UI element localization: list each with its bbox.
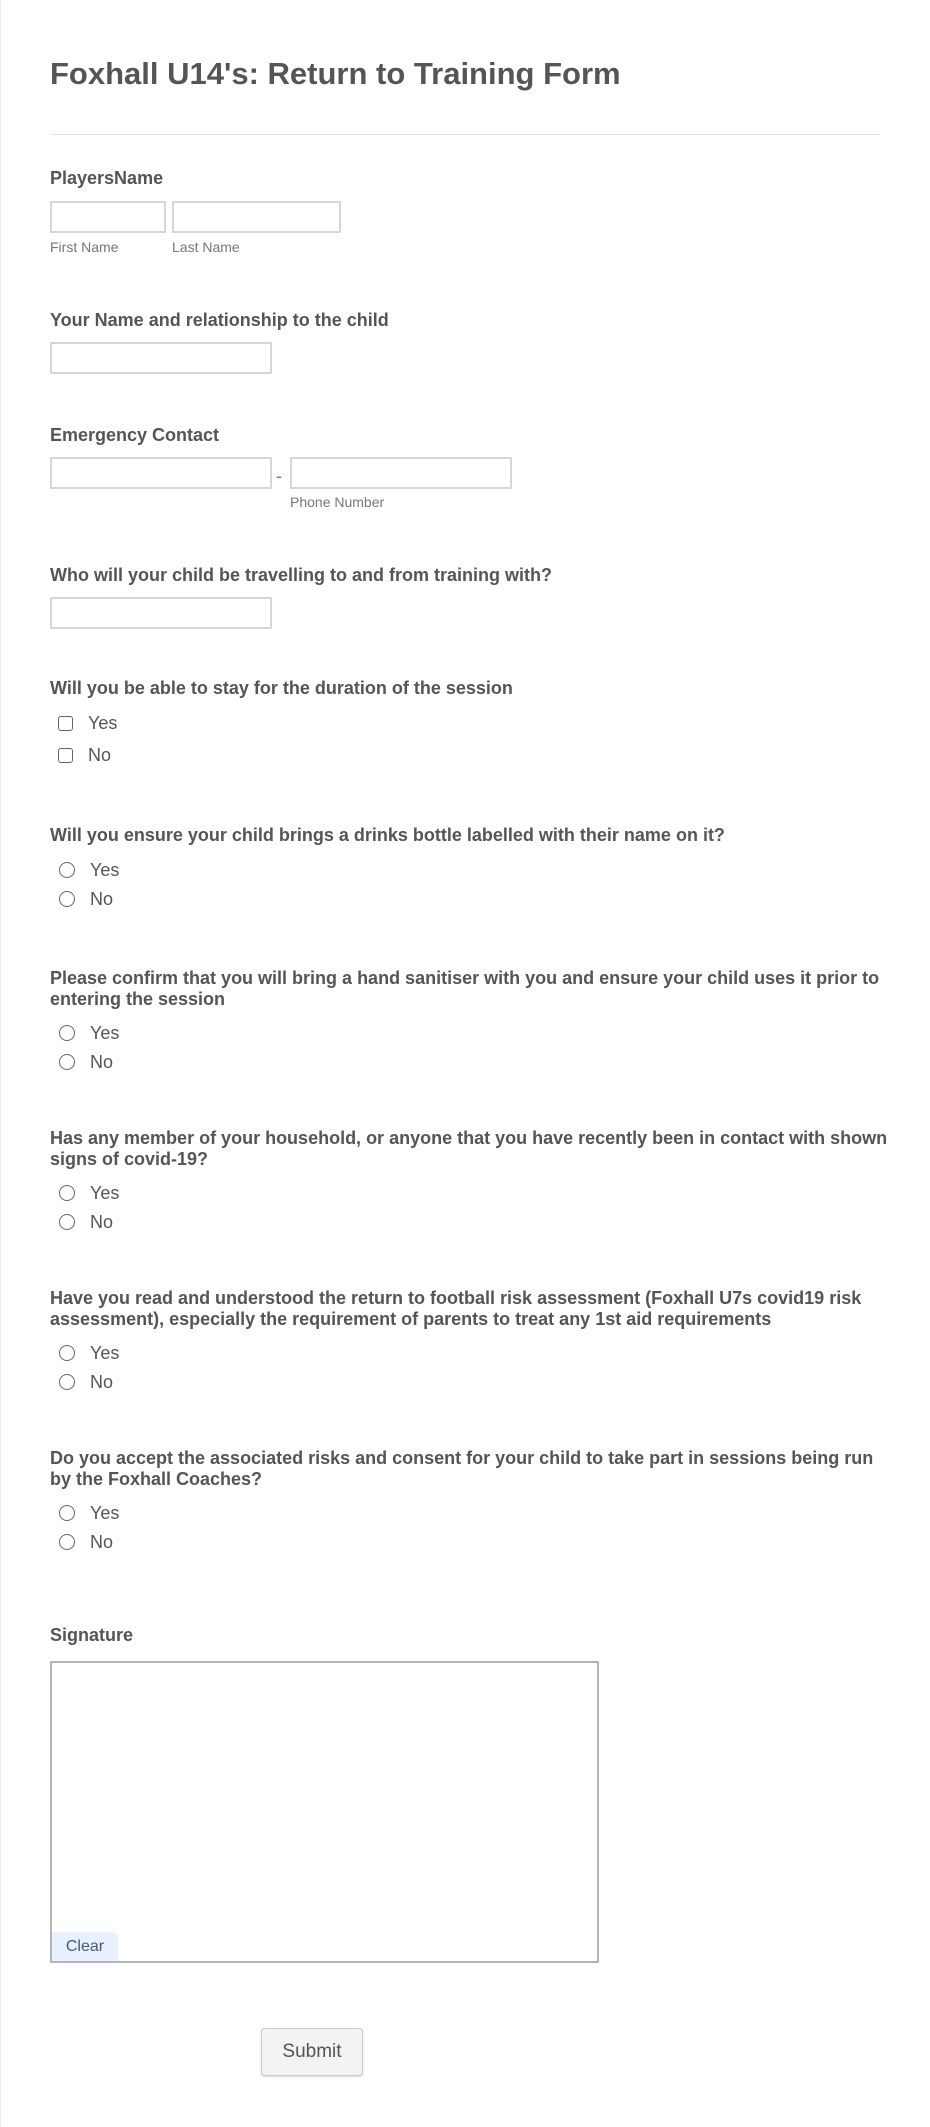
- drinks-bottle-label: Will you ensure your child brings a drinks bottle labelled with their name on it?: [50, 825, 725, 845]
- option-label: No: [90, 1532, 114, 1552]
- covid-symptoms-label: Has any member of your household, or anyone that you have recently been in contact with shown signs of covid-19?: [50, 1128, 888, 1169]
- option-label: Yes: [88, 713, 118, 733]
- guardian-label: Your Name and relationship to the child: [50, 310, 389, 330]
- page-title: Foxhall U14's: Return to Training Form: [50, 56, 621, 91]
- option-label: Yes: [90, 1183, 120, 1203]
- risk-assessment-option-no[interactable]: [56, 1371, 113, 1393]
- last-name-sublabel: Last Name: [172, 239, 240, 255]
- guardian-input[interactable]: [50, 342, 272, 374]
- covid-symptoms-option-yes[interactable]: [56, 1182, 119, 1204]
- hand-sanitiser-option-yes[interactable]: [56, 1022, 119, 1044]
- radio-icon[interactable]: [59, 862, 75, 878]
- covid-symptoms-option-no[interactable]: [56, 1211, 113, 1233]
- travel-label: Who will your child be travelling to and from training with?: [50, 565, 553, 585]
- signature-label: Signature: [50, 1625, 134, 1645]
- option-label: No: [88, 745, 112, 765]
- option-label: Yes: [90, 860, 120, 880]
- travel-input[interactable]: [50, 597, 272, 629]
- clear-signature-button[interactable]: Clear: [52, 1932, 118, 1961]
- radio-icon[interactable]: [59, 1185, 75, 1201]
- option-label: No: [90, 1212, 114, 1232]
- option-label: No: [90, 889, 114, 909]
- radio-icon[interactable]: [59, 1054, 75, 1070]
- radio-icon[interactable]: [59, 1214, 75, 1230]
- hand-sanitiser-label: Please confirm that you will bring a hand sanitiser with you and ensure your child uses it prior to entering the session: [50, 968, 880, 1009]
- first-name-sublabel: First Name: [50, 239, 119, 255]
- first-name-input[interactable]: [50, 201, 166, 233]
- last-name-input[interactable]: [172, 201, 341, 233]
- radio-icon[interactable]: [59, 1505, 75, 1521]
- option-label: No: [90, 1372, 114, 1392]
- risk-assessment-option-yes[interactable]: [56, 1342, 119, 1364]
- hand-sanitiser-option-no[interactable]: [56, 1051, 113, 1073]
- emergency-contact-name-input[interactable]: [50, 457, 272, 489]
- emergency-phone-input[interactable]: [290, 457, 512, 489]
- phone-separator: -: [276, 466, 282, 486]
- emergency-contact-label: Emergency Contact: [50, 425, 220, 445]
- header-divider: [50, 134, 880, 135]
- option-label: No: [90, 1052, 114, 1072]
- drinks-bottle-option-no[interactable]: [56, 888, 113, 910]
- stay-duration-option-yes[interactable]: [56, 712, 117, 734]
- stay-duration-label: Will you be able to stay for the duration of the session: [50, 678, 513, 698]
- phone-number-sublabel: Phone Number: [290, 494, 385, 510]
- consent-label: Do you accept the associated risks and consent for your child to take part in sessions being run by the Foxhall Coaches?: [50, 1448, 874, 1489]
- consent-option-no[interactable]: [56, 1531, 113, 1553]
- option-label: Yes: [90, 1503, 120, 1523]
- checkbox-icon[interactable]: [58, 716, 73, 731]
- checkbox-icon[interactable]: [58, 748, 73, 763]
- page-edge: [0, 0, 1, 2127]
- risk-assessment-label: Have you read and understood the return to football risk assessment (Foxhall U7s covid19 risk assessment), especially the requirement of parents to treat any 1st aid requirements: [50, 1288, 862, 1329]
- radio-icon[interactable]: [59, 1374, 75, 1390]
- consent-option-yes[interactable]: [56, 1502, 119, 1524]
- radio-icon[interactable]: [59, 1025, 75, 1041]
- signature-pad[interactable]: [50, 1661, 599, 1963]
- players-name-label: PlayersName: [50, 168, 164, 188]
- option-label: Yes: [90, 1023, 120, 1043]
- option-label: Yes: [90, 1343, 120, 1363]
- drinks-bottle-option-yes[interactable]: [56, 859, 119, 881]
- radio-icon[interactable]: [59, 1345, 75, 1361]
- radio-icon[interactable]: [59, 1534, 75, 1550]
- radio-icon[interactable]: [59, 891, 75, 907]
- submit-button[interactable]: Submit: [261, 2028, 363, 2076]
- stay-duration-option-no[interactable]: [56, 744, 111, 766]
